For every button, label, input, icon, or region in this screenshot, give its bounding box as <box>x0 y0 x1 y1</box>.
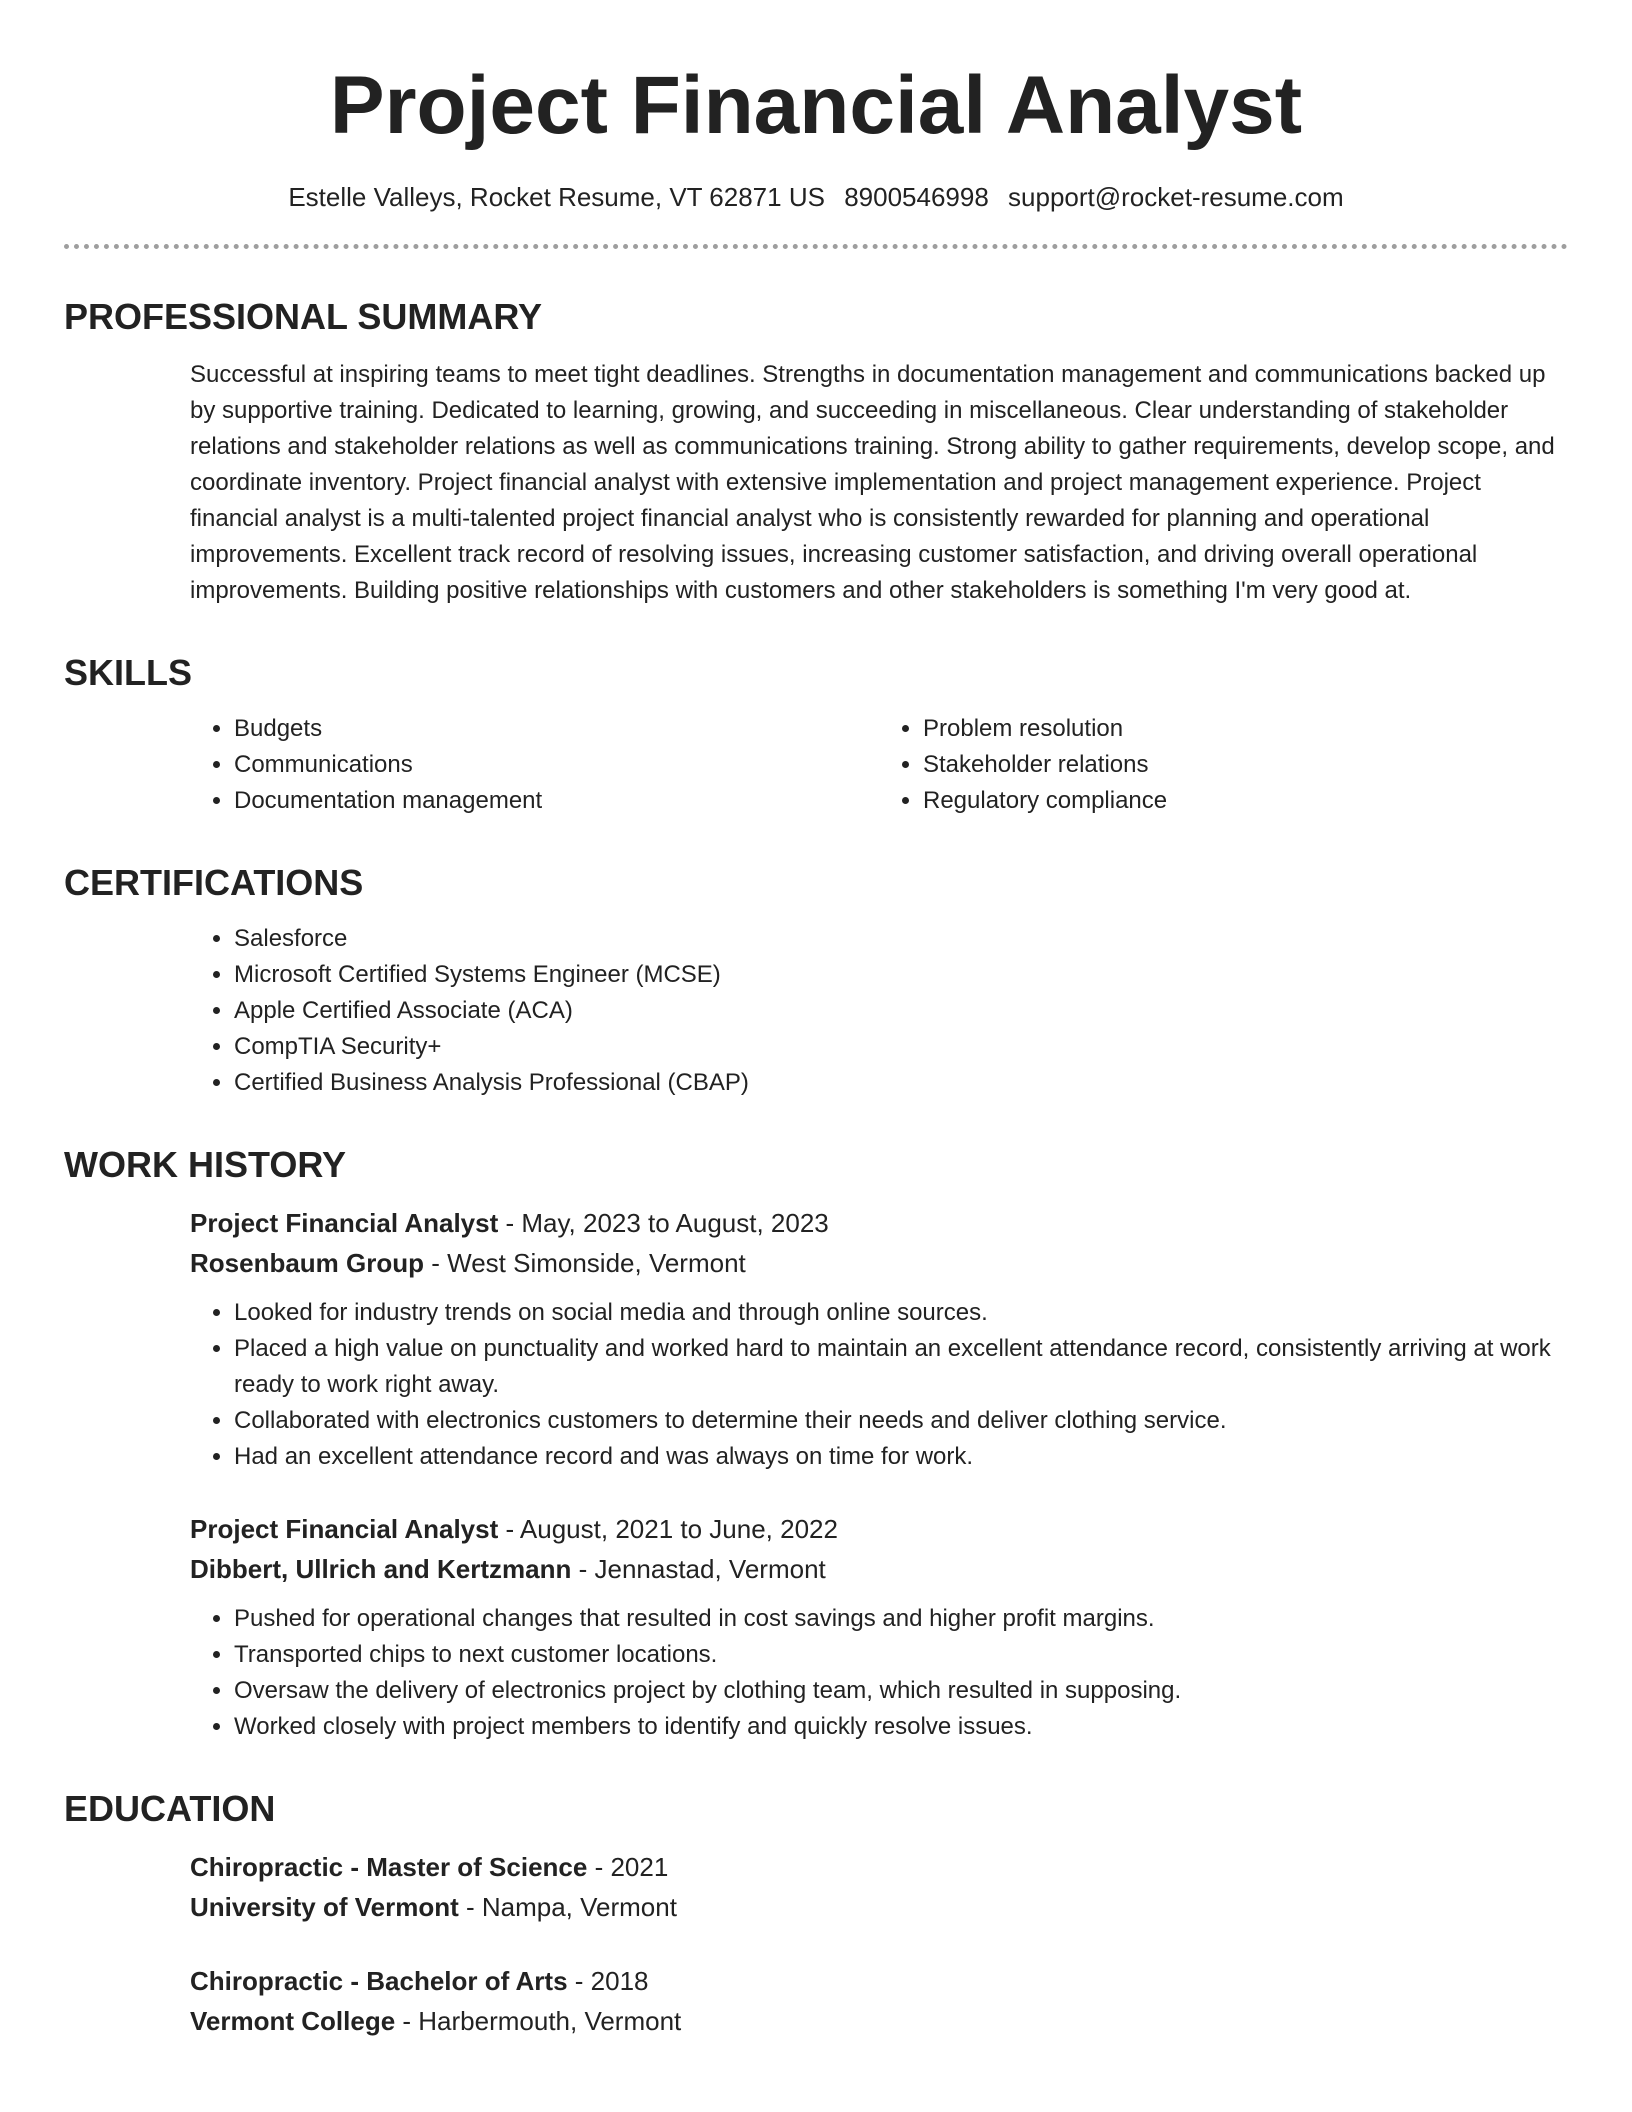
skill-item: • Stakeholder relations <box>923 747 1568 783</box>
job-duty: • Placed a high value on punctuality and worked hard to maintain an excellent attendance record, consistently arriving at work ready to work right away. <box>234 1331 1568 1403</box>
certification-item: • Certified Business Analysis Professional (CBAP) <box>234 1065 1568 1101</box>
section-title-summary: PROFESSIONAL SUMMARY <box>64 296 543 337</box>
job-duties-list <box>190 1295 1568 1475</box>
education-section <box>64 1787 1568 2041</box>
certification-item: • CompTIA Security+ <box>234 1029 1568 1065</box>
job-role: Project Financial Analyst <box>190 1514 499 1544</box>
job-dates: - August, 2021 to June, 2022 <box>498 1514 838 1544</box>
job-role: Project Financial Analyst <box>190 1208 499 1238</box>
job-duty: • Oversaw the delivery of electronics project by clothing team, which resulted in supposing. <box>234 1673 1568 1709</box>
education-degree: Chiropractic - Bachelor of Arts <box>190 1966 568 1996</box>
job-title-line <box>190 1203 1568 1243</box>
skills-list-left <box>190 711 879 819</box>
skills-list-right <box>879 711 1568 819</box>
job-duty: • Worked closely with project members to identify and quickly resolve issues. <box>234 1709 1568 1745</box>
education-location: - Nampa, Vermont <box>458 1892 677 1922</box>
certifications-list <box>190 921 1568 1101</box>
education-year: - 2021 <box>587 1852 669 1882</box>
education-degree-line <box>190 1961 1568 2001</box>
skill-item: • Documentation management <box>234 783 879 819</box>
resume-title: Project Financial Analyst <box>329 60 1303 151</box>
education-degree: Chiropractic - Master of Science <box>190 1852 588 1882</box>
education-entry <box>190 1961 1568 2041</box>
skill-item: • Regulatory compliance <box>923 783 1568 819</box>
certifications-section <box>64 861 1568 1101</box>
job-location: - West Simonside, Vermont <box>424 1248 746 1278</box>
skills-grid <box>190 711 1568 819</box>
contact-address: Estelle Valleys, Rocket Resume, VT 62871 US <box>288 182 825 212</box>
summary-section <box>64 295 1568 609</box>
job-duty: • Had an excellent attendance record and was always on time for work. <box>234 1439 1568 1475</box>
certification-item: • Microsoft Certified Systems Engineer (MCSE) <box>234 957 1568 993</box>
education-location: - Harbermouth, Vermont <box>395 2006 682 2036</box>
job-company: Rosenbaum Group <box>190 1248 425 1278</box>
job-duty: • Looked for industry trends on social media and through online sources. <box>234 1295 1568 1331</box>
job-title-line <box>190 1509 1568 1549</box>
section-title-skills: SKILLS <box>64 652 193 693</box>
certification-item: • Apple Certified Associate (ACA) <box>234 993 1568 1029</box>
education-school-line <box>190 2001 1568 2041</box>
job-duty: • Pushed for operational changes that resulted in cost savings and higher profit margins. <box>234 1601 1568 1637</box>
header-divider <box>64 244 1568 249</box>
job-company: Dibbert, Ullrich and Kertzmann <box>190 1554 572 1584</box>
job-entry <box>190 1203 1568 1475</box>
job-location: - Jennastad, Vermont <box>571 1554 826 1584</box>
education-school-line <box>190 1887 1568 1927</box>
job-duty: • Transported chips to next customer locations. <box>234 1637 1568 1673</box>
education-year: - 2018 <box>567 1966 649 1996</box>
skill-item: • Problem resolution <box>923 711 1568 747</box>
education-school: University of Vermont <box>190 1892 459 1922</box>
section-title-work-history: WORK HISTORY <box>64 1144 347 1185</box>
summary-text: Successful at inspiring teams to meet tight deadlines. Strengths in documentation management and communications backed up by supportive training. Dedicated to learning, growing, and succeeding in miscellaneous. Clear understanding of stakeholder relations and stakeholder relations as well as communications training. Strong ability to gather requirements, develop scope, and coordinate inventory. Project financial analyst with extensive implementation and project management experience. Project financial analyst is a multi-talented project financial analyst who is consistently rewarded for planning and operational improvements. Excellent track record of resolving issues, increasing customer satisfaction, and driving overall operational improvements. Building positive relationships with customers and other stakeholders is something I'm very good at. <box>190 361 1555 604</box>
education-school: Vermont College <box>190 2006 396 2036</box>
job-duties-list <box>190 1601 1568 1745</box>
skill-item: • Communications <box>234 747 879 783</box>
contact-phone: 8900546998 <box>844 182 989 212</box>
education-entry <box>190 1847 1568 1927</box>
job-dates: - May, 2023 to August, 2023 <box>498 1208 829 1238</box>
job-company-line <box>190 1549 1568 1589</box>
certification-item: • Salesforce <box>234 921 1568 957</box>
work-history-section <box>64 1143 1568 1745</box>
job-company-line <box>190 1243 1568 1283</box>
job-entry <box>190 1509 1568 1745</box>
section-title-certifications: CERTIFICATIONS <box>64 862 364 903</box>
education-degree-line <box>190 1847 1568 1887</box>
contact-info <box>64 180 1568 214</box>
job-duty: • Collaborated with electronics customers to determine their needs and deliver clothing service. <box>234 1403 1568 1439</box>
skill-item: • Budgets <box>234 711 879 747</box>
contact-email[interactable]: support@rocket-resume.com <box>1008 182 1344 212</box>
skills-section <box>64 651 1568 819</box>
section-title-education: EDUCATION <box>64 1788 276 1829</box>
